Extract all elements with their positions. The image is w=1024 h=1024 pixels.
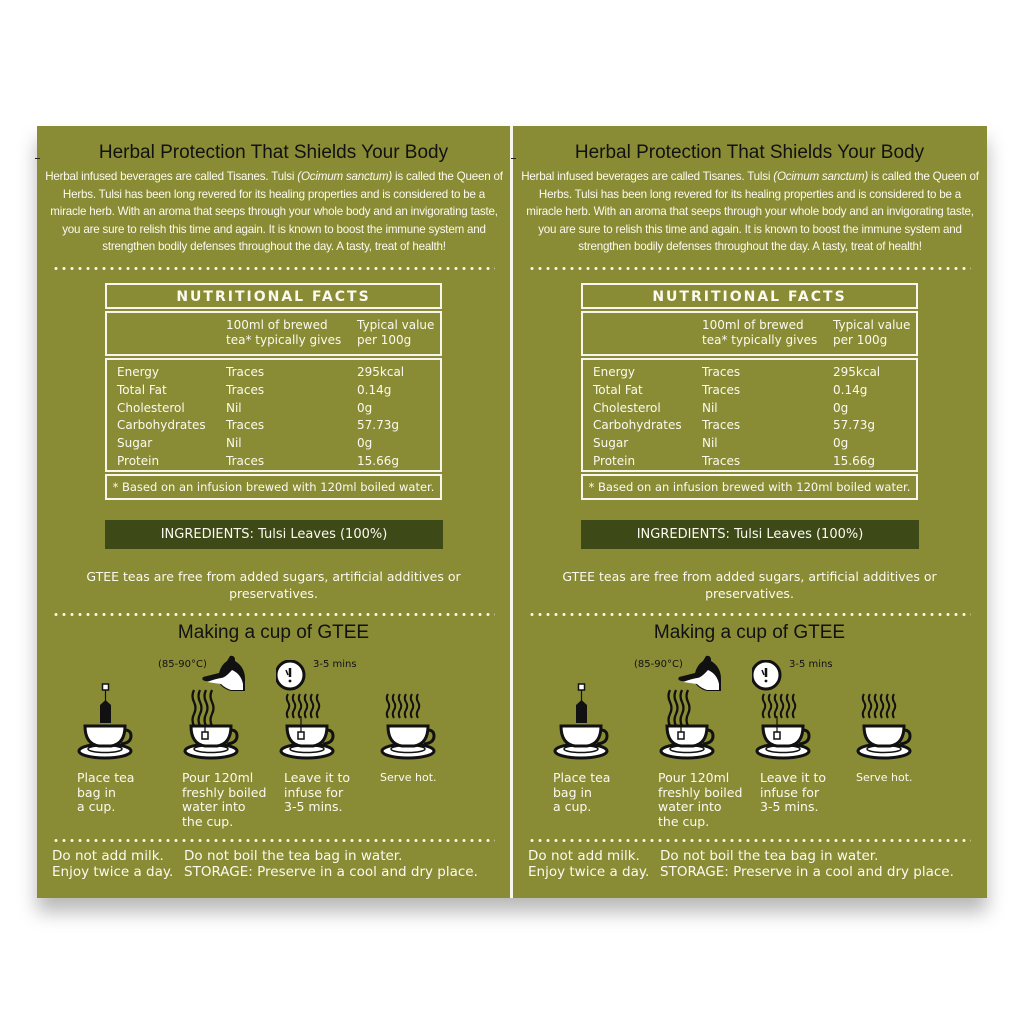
brew-step-text: bag in (553, 784, 592, 800)
nutrition-facts-table (105, 283, 442, 502)
note-line: Do not boil the tea bag in water. (660, 848, 879, 864)
nutrient-name: Protein (593, 453, 636, 468)
botanical-name: (Ocimum sanctum) (773, 170, 869, 183)
tea-box-back-print (37, 126, 987, 898)
brew-step-1 (553, 771, 610, 815)
ingredients-value: Tulsi Leaves (100%) (729, 527, 864, 542)
nutrient-per-100g: 0.14g (357, 382, 392, 397)
brew-step-text: Pour 120ml (182, 770, 254, 785)
dotted-separator (528, 839, 971, 842)
nutrition-column-headers (105, 311, 442, 356)
nutrition-row (583, 382, 916, 400)
note-line: Enjoy twice a day. (52, 864, 174, 880)
nutrition-rows (105, 358, 442, 472)
kettle-pour-icon (180, 652, 250, 762)
dotted-separator (52, 839, 495, 842)
nutrient-per-100ml: Traces (226, 382, 265, 397)
free-from-statement: GTEE teas are free from added sugars, artificial additives or preservatives. (86, 569, 461, 601)
nutrition-column-headers (581, 311, 918, 356)
intro-paragraph (521, 168, 979, 256)
brew-step-text: Place tea (553, 770, 611, 785)
temperature-label: (85-90°C) (158, 659, 207, 670)
note-line: Do not add milk. (528, 848, 640, 864)
column-header-per-100g: Typical value per 100g (833, 318, 911, 347)
nutrient-per-100g: 0.14g (833, 382, 868, 397)
brew-step-4 (380, 771, 437, 786)
nutrition-row (583, 435, 916, 453)
nutrition-facts-table (581, 283, 918, 502)
ingredients-bar (581, 520, 919, 549)
nutrition-row (107, 417, 440, 435)
nutrition-rows (581, 358, 918, 472)
nutrient-name: Energy (593, 365, 636, 379)
nutrient-name: Sugar (117, 436, 153, 451)
column-header-per-100ml: 100ml of brewed tea* typically gives (226, 318, 342, 347)
nutrition-title: NUTRITIONAL FACTS (581, 283, 918, 309)
brew-step-text: the cup. (182, 813, 234, 829)
teabag-cup-icon (77, 682, 137, 762)
nutrition-row (583, 364, 916, 382)
brew-step-text: freshly boiled (658, 784, 743, 800)
nutrition-row (107, 400, 440, 418)
duration-label: 3-5 mins (313, 659, 357, 670)
nutrient-per-100ml: Traces (226, 365, 265, 379)
brew-step-text: a cup. (553, 799, 592, 814)
brew-step-text: Serve hot. (380, 771, 437, 784)
brew-step-text: bag in (77, 784, 116, 800)
intro-text: is called the Queen of Herbs. Tulsi has been long revered for its healing properties and is considered to be a miracle herb. With an aroma that seeps through your whole body and an invigorating taste, you are sure to relish this time and again. It is known to boost the immune system and strengthen bodily defenses throughout the day. A tasty, treat of health! (526, 170, 979, 254)
nutrient-name: Cholesterol (117, 400, 185, 415)
brew-step-text: water into (182, 799, 246, 814)
note-line: Enjoy twice a day. (528, 864, 650, 880)
brew-step-1 (77, 771, 134, 815)
brew-step-text: the cup. (658, 813, 710, 829)
nutrition-row (583, 453, 916, 471)
brew-step-2 (182, 771, 266, 829)
brew-step-4 (856, 771, 913, 786)
nutrition-row (107, 435, 440, 453)
nutrient-per-100ml: Traces (702, 382, 741, 397)
steaming-cup-icon (856, 692, 916, 762)
nutrient-per-100g: 295kcal (833, 365, 881, 379)
nutrient-name: Total Fat (117, 382, 167, 397)
steaming-cup-icon (380, 692, 440, 762)
ingredients-label: INGREDIENTS: (160, 527, 254, 542)
brew-step-text: freshly boiled (182, 784, 267, 800)
panel-left (37, 126, 510, 898)
brew-step-text: Pour 120ml (658, 770, 730, 785)
intro-text: Herbal infused beverages are called Tisanes. Tulsi (45, 170, 298, 183)
dotted-separator (528, 267, 971, 270)
steaming-cup-teabag-icon (752, 660, 822, 762)
nutrient-name: Cholesterol (593, 400, 661, 415)
nutrient-name: Carbohydrates (593, 418, 682, 433)
nutrient-per-100g: 57.73g (833, 418, 875, 433)
intro-text: Herbal infused beverages are called Tisanes. Tulsi (521, 170, 774, 183)
brew-step-3 (760, 771, 826, 815)
nutrition-footnote: * Based on an infusion brewed with 120ml boiled water. (581, 474, 918, 500)
nutrient-per-100g: 295kcal (357, 365, 405, 379)
nutrient-per-100g: 0g (833, 400, 849, 415)
temperature-label: (85-90°C) (634, 659, 683, 670)
intro-paragraph (45, 168, 503, 256)
nutrient-per-100ml: Traces (226, 453, 265, 468)
brew-step-text: water into (658, 799, 722, 814)
ingredients-value: Tulsi Leaves (100%) (253, 527, 388, 542)
duration-label: 3-5 mins (789, 659, 833, 670)
nutrition-row (107, 364, 440, 382)
nutrient-per-100g: 15.66g (833, 453, 875, 468)
column-header-per-100ml: 100ml of brewed tea* typically gives (702, 318, 818, 347)
making-title: Making a cup of GTEE (177, 622, 370, 643)
brew-step-text: infuse for (760, 784, 820, 800)
dotted-separator (52, 267, 495, 270)
brew-step-3 (284, 771, 350, 815)
dotted-separator (528, 613, 971, 616)
nutrition-title: NUTRITIONAL FACTS (105, 283, 442, 309)
note-line: STORAGE: Preserve in a cool and dry place. (660, 864, 954, 880)
brew-step-text: Serve hot. (856, 771, 913, 784)
brew-step-text: a cup. (77, 799, 116, 814)
nutrient-per-100g: 0g (357, 400, 373, 415)
nutrient-name: Energy (117, 365, 160, 379)
nutrition-footnote: * Based on an infusion brewed with 120ml boiled water. (105, 474, 442, 500)
storage-notes (660, 848, 954, 880)
usage-notes (52, 848, 173, 880)
kettle-pour-icon (656, 652, 726, 762)
column-header-per-100g: Typical value per 100g (357, 318, 435, 347)
brew-step-2 (658, 771, 742, 829)
nutrient-per-100ml: Traces (702, 453, 741, 468)
free-from-statement: GTEE teas are free from added sugars, artificial additives or preservatives. (562, 569, 937, 601)
nutrient-name: Sugar (593, 436, 629, 451)
nutrition-row (583, 400, 916, 418)
nutrition-row (107, 453, 440, 471)
nutrient-name: Carbohydrates (117, 418, 206, 433)
nutrient-per-100g: 15.66g (357, 453, 399, 468)
brew-step-text: Place tea (77, 770, 135, 785)
nutrient-per-100ml: Traces (702, 365, 741, 379)
panel-right (513, 126, 986, 898)
section-title: Herbal Protection That Shields Your Body (574, 142, 925, 163)
teabag-cup-icon (553, 682, 613, 762)
brew-step-text: Leave it to (760, 770, 827, 785)
brew-step-text: 3-5 mins. (760, 799, 819, 814)
nutrient-per-100ml: Traces (702, 418, 741, 433)
brew-step-text: 3-5 mins. (284, 799, 343, 814)
nutrient-per-100ml: Nil (702, 436, 718, 451)
brew-step-text: Leave it to (284, 770, 351, 785)
intro-text: is called the Queen of Herbs. Tulsi has been long revered for its healing properties and is considered to be a miracle herb. With an aroma that seeps through your whole body and an invigorating taste, you are sure to relish this time and again. It is known to boost the immune system and strengthen bodily defenses throughout the day. A tasty, treat of health! (50, 170, 503, 254)
note-line: STORAGE: Preserve in a cool and dry place. (184, 864, 478, 880)
note-line: Do not boil the tea bag in water. (184, 848, 403, 864)
nutrient-per-100g: 0g (833, 436, 849, 451)
nutrient-per-100ml: Nil (702, 400, 718, 415)
nutrient-per-100g: 57.73g (357, 418, 399, 433)
ingredients-label: INGREDIENTS: (636, 527, 730, 542)
note-line: Do not add milk. (52, 848, 164, 864)
storage-notes (184, 848, 478, 880)
nutrition-row (583, 417, 916, 435)
ingredients-bar (105, 520, 443, 549)
nutrient-per-100ml: Nil (226, 400, 242, 415)
brew-step-text: infuse for (284, 784, 344, 800)
nutrient-name: Total Fat (593, 382, 643, 397)
dotted-separator (52, 613, 495, 616)
nutrition-row (107, 382, 440, 400)
nutrient-per-100ml: Nil (226, 436, 242, 451)
section-title: Herbal Protection That Shields Your Body (98, 142, 449, 163)
nutrient-name: Protein (117, 453, 160, 468)
nutrient-per-100g: 0g (357, 436, 373, 451)
steaming-cup-teabag-icon (276, 660, 346, 762)
nutrient-per-100ml: Traces (226, 418, 265, 433)
usage-notes (528, 848, 649, 880)
making-title: Making a cup of GTEE (653, 622, 846, 643)
botanical-name: (Ocimum sanctum) (297, 170, 393, 183)
